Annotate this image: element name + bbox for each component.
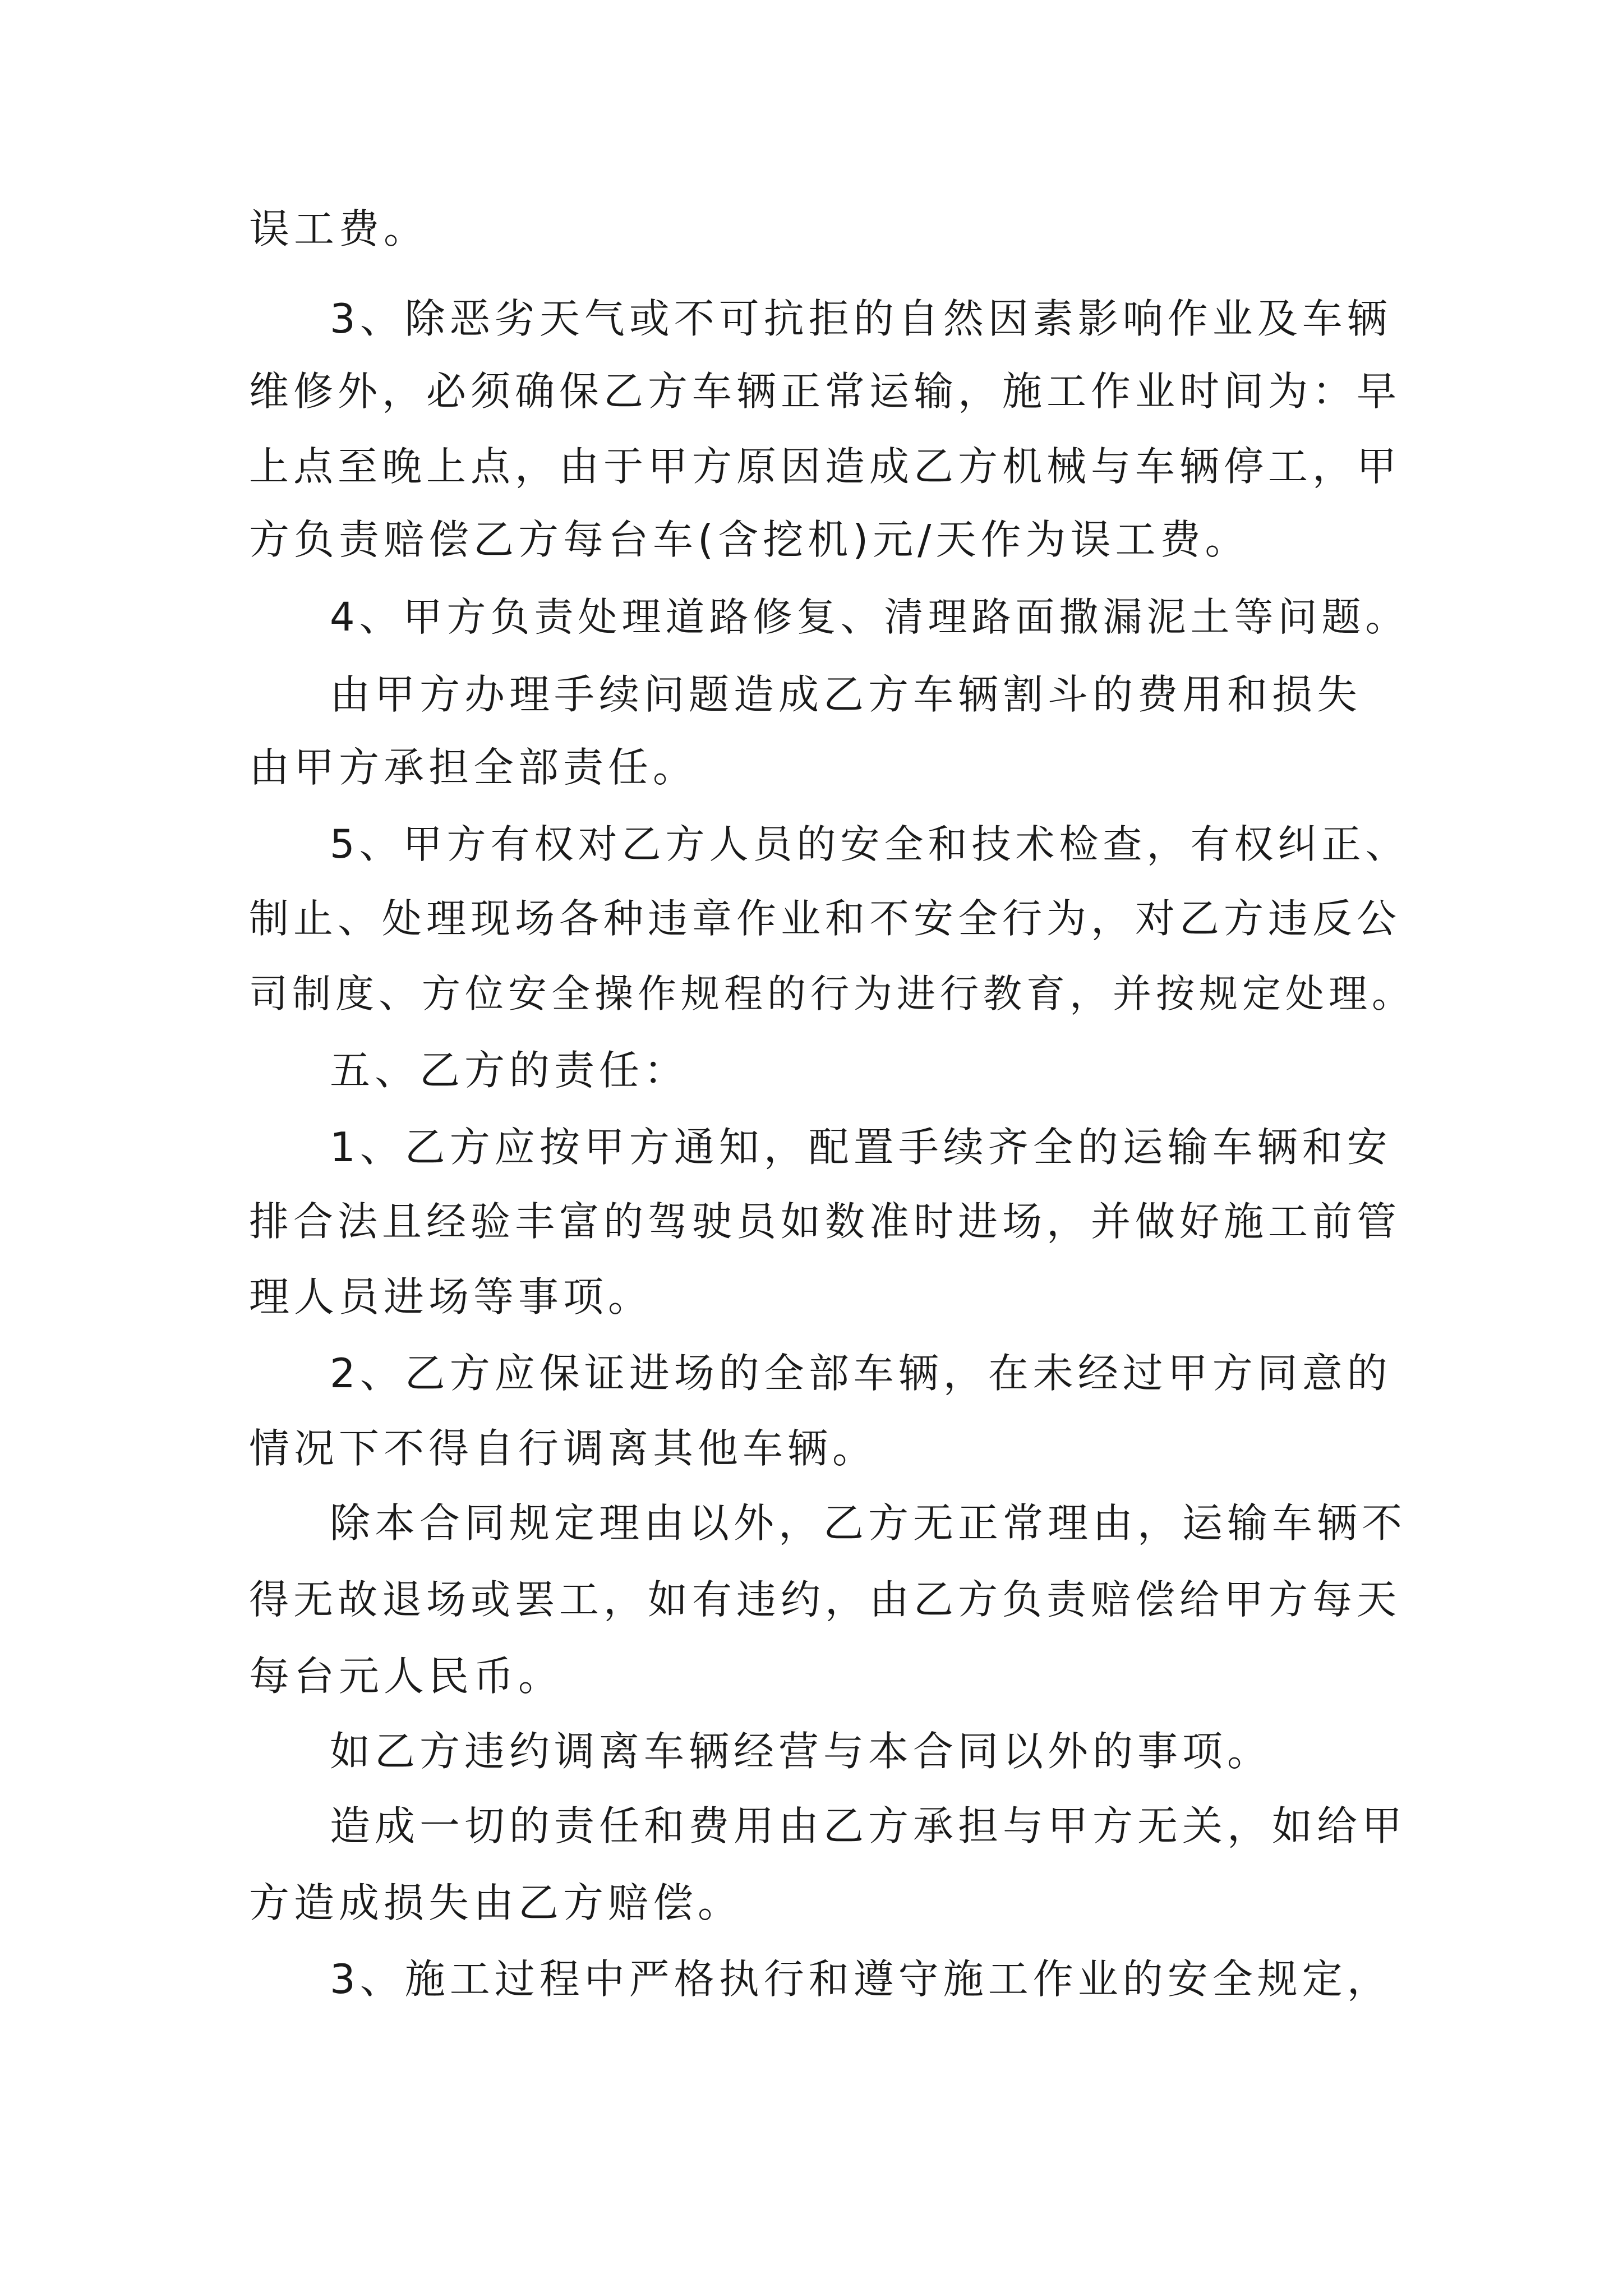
text-line: 情况下不得自行调离其他车辆。 — [249, 1425, 878, 1472]
text-line: 2、乙方应保证进场的全部车辆，在未经过甲方同意的 — [330, 1350, 1392, 1397]
text-line: 方造成损失由乙方赔偿。 — [249, 1879, 743, 1926]
text-line: 维修外，必须确保乙方车辆正常运输，施工作业时间为：早 — [249, 368, 1401, 415]
text-line: 误工费。 — [249, 205, 429, 252]
text-line: 3、除恶劣天气或不可抗拒的自然因素影响作业及车辆 — [330, 295, 1392, 342]
text-line: 造成一切的责任和费用由乙方承担与甲方无关，如给甲 — [330, 1802, 1407, 1849]
text-line: 上点至晚上点，由于甲方原因造成乙方机械与车辆停工，甲 — [249, 443, 1401, 490]
text-line: 理人员进场等事项。 — [249, 1273, 653, 1320]
text-line: 每台元人民币。 — [249, 1653, 564, 1700]
text-line: 3、施工过程中严格执行和遵守施工作业的安全规定， — [330, 1955, 1392, 2003]
text-line: 五、乙方的责任： — [330, 1047, 689, 1094]
text-line: 如乙方违约调离车辆经营与本合同以外的事项。 — [330, 1728, 1272, 1775]
text-line: 1、乙方应按甲方通知，配置手续齐全的运输车辆和安 — [330, 1124, 1392, 1171]
text-line: 由甲方承担全部责任。 — [249, 744, 698, 791]
text-line: 方负责赔偿乙方每台车(含挖机)元/天作为误工费。 — [249, 516, 1250, 563]
text-line: 司制度、方位安全操作规程的行为进行教育，并按规定处理。 — [249, 972, 1415, 1016]
text-line: 由甲方办理手续问题造成乙方车辆割斗的费用和损失 — [330, 671, 1362, 718]
text-line: 除本合同规定理由以外，乙方无正常理由，运输车辆不 — [330, 1499, 1407, 1547]
text-line: 5、甲方有权对乙方人员的安全和技术检查，有权纠正、 — [330, 821, 1409, 867]
text-line: 制止、处理现场各种违章作业和不安全行为，对乙方违反公 — [249, 895, 1401, 942]
text-line: 排合法且经验丰富的驾驶员如数准时进场，并做好施工前管 — [249, 1198, 1401, 1245]
text-line: 4、甲方负责处理道路修复、清理路面撒漏泥土等问题。 — [330, 594, 1409, 640]
text-line: 得无故退场或罢工，如有违约，由乙方负责赔偿给甲方每天 — [249, 1576, 1401, 1623]
